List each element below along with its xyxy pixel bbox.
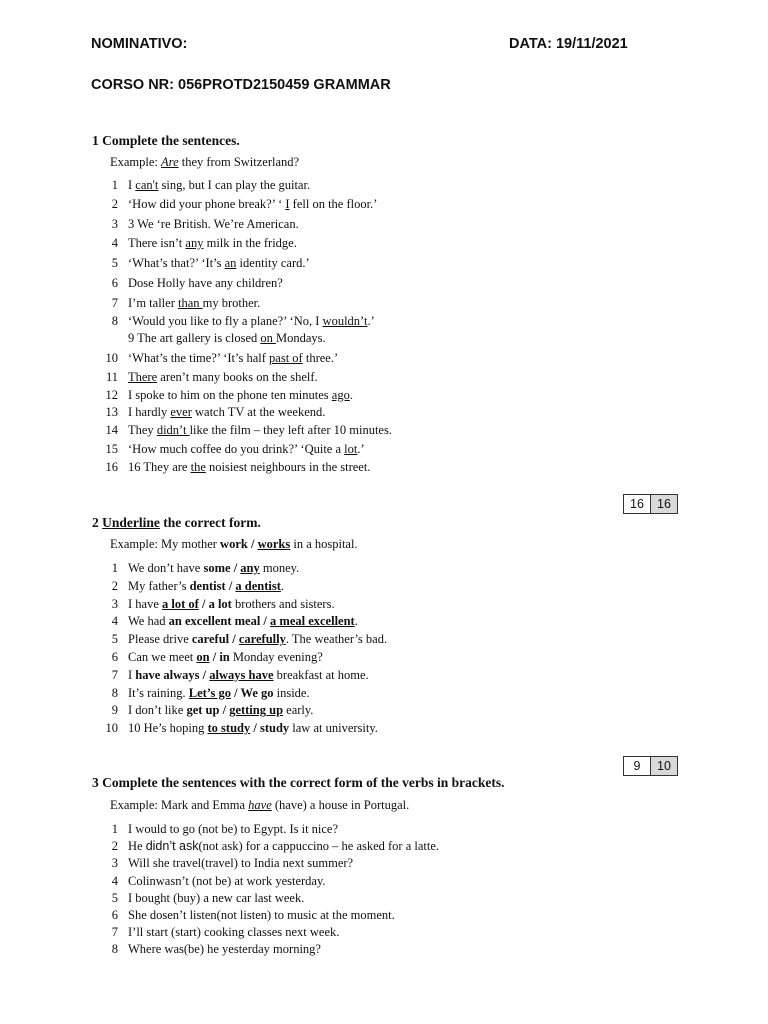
item-text: [128, 388, 353, 403]
item-answer: any: [240, 561, 260, 575]
item-fragment: /: [198, 596, 209, 611]
item-fragment: I: [128, 178, 136, 192]
item-fragment: /: [209, 650, 220, 664]
list-item: [100, 296, 500, 314]
list-item: [100, 276, 500, 294]
item-fragment: have always: [135, 667, 200, 682]
item-number: 8: [111, 685, 118, 700]
item-text: [128, 370, 318, 385]
item-fragment: My father’s: [128, 578, 190, 593]
example-prefix: Example:: [110, 155, 162, 169]
item-text: [128, 351, 338, 366]
list-item: [100, 874, 500, 892]
item-answer: always have: [209, 667, 274, 682]
item-number: 9: [111, 703, 118, 718]
list-item: [100, 703, 500, 721]
item-number: 2: [111, 197, 118, 211]
list-item: [100, 197, 500, 215]
item-text: [128, 276, 283, 291]
item-fragment: .’: [367, 314, 375, 328]
item-number: 10: [105, 721, 118, 736]
item-number: 6: [111, 650, 118, 664]
item-fragment: She dosen’t listen(not listen) to music at the moment.: [128, 908, 395, 922]
item-text: [128, 442, 365, 457]
list-item: [100, 668, 500, 686]
list-item: [100, 686, 500, 704]
example-separator: /: [247, 537, 258, 551]
item-number: 5: [111, 632, 118, 647]
item-fragment: I: [128, 667, 136, 682]
item-answer: a meal excellent: [270, 614, 355, 629]
item-fragment: identity card.’: [236, 256, 310, 270]
item-answer: ever: [170, 405, 192, 419]
item-fragment: Can we meet: [128, 650, 197, 664]
section-1-title: 1 Complete the sentences.: [92, 133, 240, 148]
item-text: [128, 942, 321, 957]
item-fragment: early.: [283, 703, 314, 718]
item-text: [128, 925, 339, 940]
item-fragment: /: [250, 721, 260, 736]
item-number: 5: [111, 256, 118, 270]
item-number: 10: [105, 351, 118, 365]
example-suffix: they from Switzerland?: [178, 155, 300, 169]
item-fragment: ‘How did your phone break?’ ‘: [128, 197, 286, 211]
item-fragment: . The weather’s bad.: [285, 632, 388, 647]
item-number: 4: [111, 236, 118, 250]
item-answer: an: [224, 256, 237, 270]
item-fragment: ‘What’s the time?’ ‘It’s half: [128, 351, 270, 365]
date-label: DATA: 19/11/2021: [509, 36, 628, 52]
item-fragment: /: [260, 614, 271, 629]
list-item: [100, 822, 500, 840]
item-answer: wouldn’t: [322, 314, 368, 328]
item-text: [128, 217, 299, 232]
item-number: 2: [111, 839, 118, 854]
item-text: [128, 405, 325, 420]
item-fragment: (not ask) for a cappuccino – he asked for a latte.: [198, 839, 440, 854]
item-number: 6: [111, 908, 118, 922]
example-suffix: in a hospital.: [290, 537, 358, 551]
list-item: [100, 388, 500, 406]
item-answer: a dentist: [235, 578, 281, 593]
item-fragment: I don’t like: [128, 703, 187, 718]
item-number: 4: [111, 873, 118, 888]
example-option-2: works: [257, 537, 291, 551]
score-obtained: 16: [623, 494, 651, 514]
item-answer: than: [177, 296, 203, 310]
section-2-number: 2: [92, 515, 103, 530]
item-text: [128, 686, 310, 701]
item-fragment: noisiest neighbours in the street.: [205, 460, 371, 474]
example-answer: Are: [161, 155, 179, 169]
item-answer: on: [196, 650, 210, 664]
item-fragment: .: [354, 614, 358, 629]
item-text: [128, 579, 284, 594]
item-fragment: We go: [240, 685, 274, 700]
item-number: 1: [111, 822, 118, 836]
item-fragment: /: [219, 703, 230, 718]
item-answer: the: [190, 460, 206, 474]
item-fragment: /: [230, 561, 241, 575]
item-text: [128, 256, 310, 271]
item-text: [128, 460, 370, 475]
item-fragment: fell on the floor.’: [289, 197, 378, 211]
item-fragment: Dose Holly have any children?: [128, 276, 283, 290]
item-number: 5: [111, 890, 118, 905]
list-item: [100, 423, 500, 441]
item-fragment: careful: [191, 632, 230, 647]
item-text: [128, 721, 378, 736]
item-text: [128, 236, 297, 251]
item-text: [128, 908, 395, 923]
item-fragment: 10 He’s hoping: [128, 721, 208, 736]
item-fragment: .: [349, 388, 353, 402]
item-fragment: aren’t many books on the shelf.: [157, 370, 318, 384]
item-number: 7: [111, 925, 118, 940]
item-fragment: Please drive: [128, 632, 192, 647]
item-number: 8: [111, 942, 118, 957]
section-2-example: [110, 537, 358, 552]
item-answer: can't: [135, 178, 159, 192]
item-text: [128, 561, 299, 576]
item-fragment: three.’: [302, 351, 339, 365]
example-suffix: (have) a house in Portugal.: [271, 798, 410, 812]
score-total: 10: [651, 756, 678, 776]
item-fragment: .’: [357, 442, 365, 456]
list-item: [100, 839, 500, 857]
item-fragment: Mondays.: [276, 331, 326, 345]
item-text: [128, 839, 439, 854]
item-fragment: It’s raining.: [128, 685, 189, 700]
item-fragment: ‘Would you like to fly a plane?’ ‘No, I: [128, 314, 323, 328]
item-fragment: I hardly: [128, 405, 171, 419]
section-1-score: [623, 494, 678, 514]
item-fragment: He: [128, 839, 146, 854]
list-item: [100, 351, 500, 369]
item-answer: to study: [207, 721, 251, 736]
item-answer: any: [185, 236, 204, 250]
item-fragment: breakfast at home.: [273, 667, 369, 682]
item-number: 4: [111, 614, 118, 629]
item-fragment: inside.: [273, 685, 310, 700]
item-number: 14: [105, 423, 118, 437]
list-item: [100, 178, 500, 196]
item-fragment: They: [128, 423, 157, 437]
item-number: 3: [111, 856, 118, 871]
item-fragment: ‘What’s that?’ ‘It’s: [128, 256, 225, 270]
item-number: 1: [111, 178, 118, 192]
item-text: [128, 314, 375, 329]
item-text: [128, 296, 260, 311]
item-fragment: Colinwasn’t (not be) at work yesterday.: [128, 873, 326, 888]
section-3-example: [110, 798, 409, 813]
item-fragment: study: [259, 721, 290, 736]
item-text: [128, 874, 326, 889]
item-fragment: /: [225, 578, 236, 593]
item-fragment: I bought (buy) a new car last week.: [128, 890, 305, 905]
list-item: [100, 632, 500, 650]
item-number: 6: [111, 276, 118, 290]
item-text: [128, 650, 323, 665]
item-fragment: didn’t ask: [145, 839, 199, 854]
list-item: [100, 561, 500, 579]
example-prefix: Example: Mark and Emma: [110, 798, 249, 812]
item-number: 13: [105, 405, 118, 419]
list-item: [100, 925, 500, 943]
item-answer: didn’t: [156, 423, 190, 437]
item-fragment: an excellent meal: [168, 614, 261, 629]
item-fragment: Will she travel(travel) to India next summer?: [128, 856, 354, 871]
list-item: [100, 579, 500, 597]
item-answer: Let’s go: [188, 685, 232, 700]
item-fragment: law at university.: [289, 721, 378, 736]
item-fragment: /: [229, 632, 239, 647]
item-fragment: I have: [128, 596, 163, 611]
list-item: [100, 891, 500, 909]
item-fragment: Monday evening?: [229, 650, 323, 664]
section-1-example: [110, 155, 299, 170]
item-fragment: 3 We ‘re British. We’re American.: [128, 217, 299, 231]
item-fragment: my brother.: [202, 296, 261, 310]
score-total: 16: [651, 494, 678, 514]
item-fragment: brothers and sisters.: [231, 596, 335, 611]
item-fragment: I spoke to him on the phone ten minutes: [128, 388, 332, 402]
item-text: [128, 423, 392, 438]
item-text: [128, 668, 369, 683]
item-fragment: We had: [128, 614, 169, 629]
list-item: [100, 370, 500, 388]
list-item: [100, 614, 500, 632]
item-fragment: in: [219, 650, 230, 664]
item-number: 12: [105, 388, 118, 402]
item-fragment: money.: [259, 561, 300, 575]
list-item: [100, 236, 500, 254]
item-fragment: /: [231, 685, 241, 700]
example-option-1: work: [220, 537, 248, 551]
item-answer: I: [285, 197, 290, 211]
item-text: [128, 614, 358, 629]
item-answer: a lot of: [162, 596, 199, 611]
list-item: [100, 460, 500, 478]
item-number: 11: [105, 370, 118, 384]
item-number: 7: [111, 296, 118, 310]
section-3-title: 3 Complete the sentences with the correct form of the verbs in brackets.: [92, 775, 505, 790]
item-fragment: 16 They are: [128, 460, 191, 474]
item-text: [128, 597, 335, 612]
item-number: 3: [111, 596, 118, 611]
item-fragment: I’ll start (start) cooking classes next week.: [128, 925, 340, 940]
item-fragment: ‘How much coffee do you drink?’ ‘Quite a: [128, 442, 345, 456]
item-answer: lot: [344, 442, 358, 456]
item-fragment: milk in the fridge.: [203, 236, 297, 250]
item-fragment: I’m taller: [128, 296, 178, 310]
item-fragment: /: [199, 667, 210, 682]
item-answer: carefully: [238, 632, 286, 647]
item-number: 7: [111, 667, 118, 682]
item-answer: past of: [269, 351, 303, 365]
item-text: [128, 822, 338, 837]
list-item: [100, 721, 500, 739]
list-item: [100, 597, 500, 615]
list-item: [100, 856, 500, 874]
item-number: 16: [105, 460, 118, 474]
item-number: 2: [111, 578, 118, 593]
list-item: [100, 942, 500, 960]
item-fragment: like the film – they left after 10 minutes.: [189, 423, 392, 437]
item-number: 3: [111, 217, 118, 231]
item-fragment: Where was(be) he yesterday morning?: [128, 942, 321, 957]
item-fragment: get up: [186, 703, 220, 718]
item-text: [128, 197, 377, 212]
nominativo-label: NOMINATIVO:: [91, 36, 188, 52]
item-text: [128, 891, 304, 906]
example-answer: have: [248, 798, 272, 812]
list-item: [100, 314, 492, 332]
course-label: CORSO NR: 056PROTD2150459 GRAMMAR: [91, 77, 391, 93]
item-text: [128, 703, 313, 718]
item-fragment: .: [280, 578, 285, 593]
section-2-score: [623, 756, 678, 776]
item-fragment: watch TV at the weekend.: [191, 405, 326, 419]
item-text: [128, 632, 387, 647]
item-answer: on: [260, 331, 276, 345]
list-item: [100, 650, 500, 668]
example-prefix: Example: My mother: [110, 537, 221, 551]
item-text: [128, 331, 326, 346]
item-number: 1: [111, 561, 118, 575]
item-fragment: I would to go (not be) to Egypt. Is it nice?: [128, 822, 339, 836]
item-answer: getting up: [229, 703, 284, 718]
item-number: 15: [105, 442, 118, 456]
list-item: [100, 908, 500, 926]
section-2-title-rest: the correct form.: [159, 515, 261, 530]
list-item: [100, 217, 500, 235]
section-2-title: [92, 515, 261, 531]
item-fragment: dentist: [189, 578, 226, 593]
item-number: 8: [111, 314, 118, 328]
item-text: [128, 856, 353, 871]
list-item: [100, 405, 500, 423]
item-fragment: 9 The art gallery is closed: [128, 331, 261, 345]
score-obtained: 9: [623, 756, 651, 776]
section-2-underline-word: Underline: [102, 515, 160, 530]
item-fragment: We don’t have: [128, 561, 204, 575]
item-answer: ago: [331, 388, 350, 402]
item-fragment: some: [203, 561, 231, 575]
list-item: [100, 256, 500, 274]
item-fragment: There isn’t: [128, 236, 186, 250]
list-item: [100, 331, 500, 349]
list-item: [100, 442, 500, 460]
item-fragment: a lot: [208, 596, 232, 611]
item-answer: There: [128, 370, 158, 384]
item-fragment: sing, but I can play the guitar.: [158, 178, 311, 192]
item-text: [128, 178, 310, 193]
